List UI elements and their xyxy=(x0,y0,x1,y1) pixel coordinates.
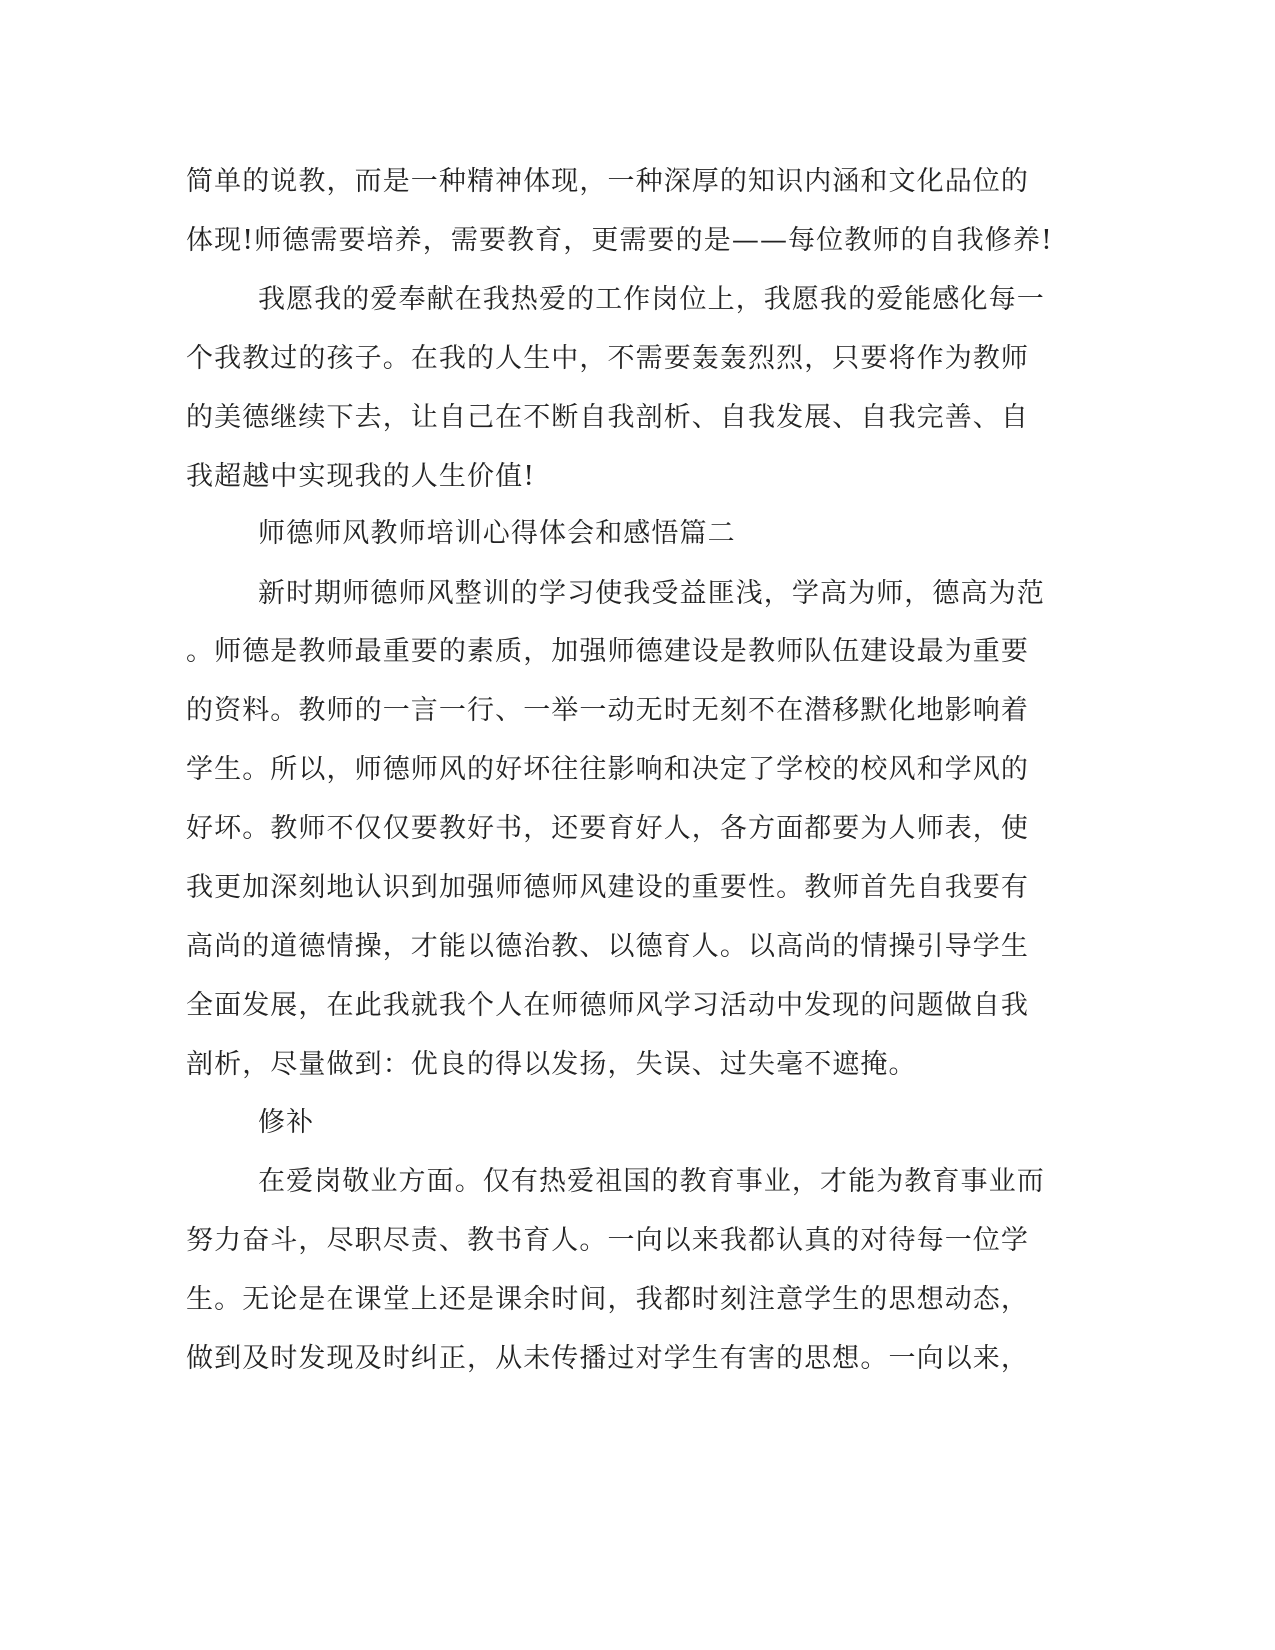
text-line: 努力奋斗，尽职尽责、教书育人。一向以来我都认真的对待每一位学 xyxy=(186,1225,1029,1256)
text-line: 高尚的道德情操，才能以德治教、以德育人。以高尚的情操引导学生 xyxy=(186,931,1029,962)
text-line: 个我教过的孩子。在我的人生中，不需要轰轰烈烈，只要将作为教师 xyxy=(186,343,1029,374)
text-line: 体现!师德需要培养，需要教育，更需要的是——每位教师的自我修养! xyxy=(186,225,1053,256)
text-line: 新时期师德师风整训的学习使我受益匪浅，学高为师，德高为范 xyxy=(258,578,1045,609)
text-line: 。师德是教师最重要的素质，加强师德建设是教师队伍建设最为重要 xyxy=(186,636,1029,667)
text-line: 的资料。教师的一言一行、一举一动无时无刻不在潜移默化地影响着 xyxy=(186,695,1029,726)
text-line: 简单的说教，而是一种精神体现，一种深厚的知识内涵和文化品位的 xyxy=(186,166,1029,197)
text-line: 生。无论是在课堂上还是课余时间，我都时刻注意学生的思想动态， xyxy=(186,1284,1029,1315)
text-line: 全面发展，在此我就我个人在师德师风学习活动中发现的问题做自我 xyxy=(186,990,1029,1021)
section-heading: 师德师风教师培训心得体会和感悟篇二 xyxy=(258,518,736,549)
text-line: 好坏。教师不仅仅要教好书，还要育好人，各方面都要为人师表，使 xyxy=(186,813,1029,844)
subheading: 修补 xyxy=(258,1107,315,1138)
text-line: 我超越中实现我的人生价值! xyxy=(186,461,536,492)
text-line: 我愿我的爱奉献在我热爱的工作岗位上，我愿我的爱能感化每一 xyxy=(258,284,1045,315)
text-line: 剖析，尽量做到：优良的得以发扬，失误、过失毫不遮掩。 xyxy=(186,1049,917,1080)
text-line: 做到及时发现及时纠正，从未传播过对学生有害的思想。一向以来， xyxy=(186,1343,1029,1374)
text-line: 在爱岗敬业方面。仅有热爱祖国的教育事业，才能为教育事业而 xyxy=(258,1166,1045,1197)
text-line: 我更加深刻地认识到加强师德师风建设的重要性。教师首先自我要有 xyxy=(186,872,1029,903)
text-line: 学生。所以，师德师风的好坏往往影响和决定了学校的校风和学风的 xyxy=(186,754,1029,785)
text-line: 的美德继续下去，让自己在不断自我剖析、自我发展、自我完善、自 xyxy=(186,402,1029,433)
